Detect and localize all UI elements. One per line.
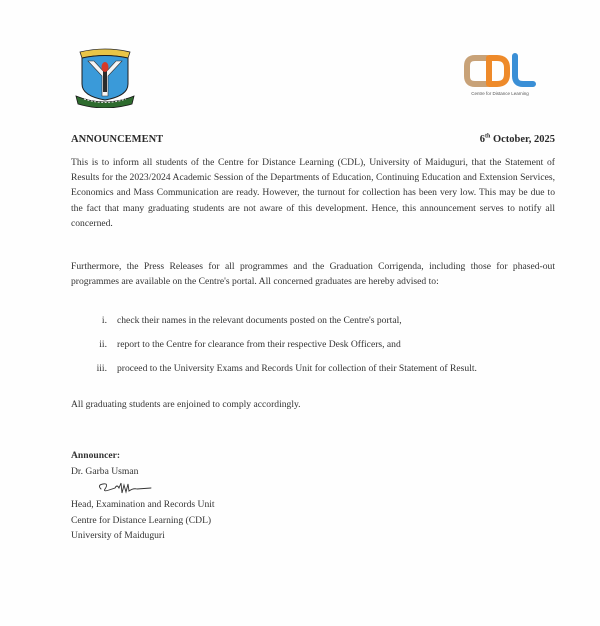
cdl-tagline: Centre for Distance Learning — [471, 91, 529, 96]
announcer-label: Announcer: — [71, 450, 121, 461]
signature-icon — [95, 479, 155, 497]
paragraph-furthermore: Furthermore, the Press Releases for all programmes and the Graduation Corrigenda, including those for phased-out programmes are available on the Centre's portal. All concerned graduates are hereby advised to: — [71, 261, 555, 288]
announcer-title-line-3: University of Maiduguri — [71, 530, 165, 541]
date-day: 6 — [479, 134, 485, 145]
list-number: iii. — [96, 363, 107, 374]
announcer-title-line-1: Head, Examination and Records Unit — [71, 499, 215, 510]
date-suffix: th — [485, 133, 491, 140]
list-text: check their names in the relevant documents posted on the Centre's portal, — [117, 315, 402, 326]
list-item — [71, 361, 555, 376]
list-text: proceed to the University Exams and Records Unit for collection of their Statement of Result. — [117, 363, 477, 374]
list-item — [71, 337, 555, 352]
announcer-title-line-2: Centre for Distance Learning (CDL) — [71, 514, 212, 526]
signoff-block — [71, 448, 215, 544]
list-item — [71, 313, 555, 328]
paragraph-intro: This is to inform all students of the Centre for Distance Learning (CDL), University of Maiduguri, that the Statement of Results for the 2023/2024 Academic Session of the Departments of Education, Continuing Education and Extension Services, Economics and Mass Communication are ready. However, the turnout for collection has been very low. This may be due to the fact that many graduating students are not aware of this development. Hence, this announcement serves to notify all concerned. — [71, 157, 555, 229]
list-text: report to the Centre for clearance from their respective Desk Officers, and — [117, 339, 401, 350]
advice-list — [71, 313, 555, 385]
date-rest: October, 2025 — [490, 134, 555, 145]
list-number: ii. — [99, 339, 107, 350]
announcer-name: Dr. Garba Usman — [71, 465, 139, 477]
announcement-date — [480, 134, 555, 145]
closing-statement: All graduating students are enjoined to comply accordingly. — [71, 399, 301, 410]
university-crest-icon — [72, 46, 138, 108]
announcement-title: ANNOUNCEMENT — [71, 134, 164, 145]
list-number: i. — [101, 315, 107, 326]
cdl-logo-icon — [463, 52, 537, 98]
heading-row — [71, 134, 555, 145]
